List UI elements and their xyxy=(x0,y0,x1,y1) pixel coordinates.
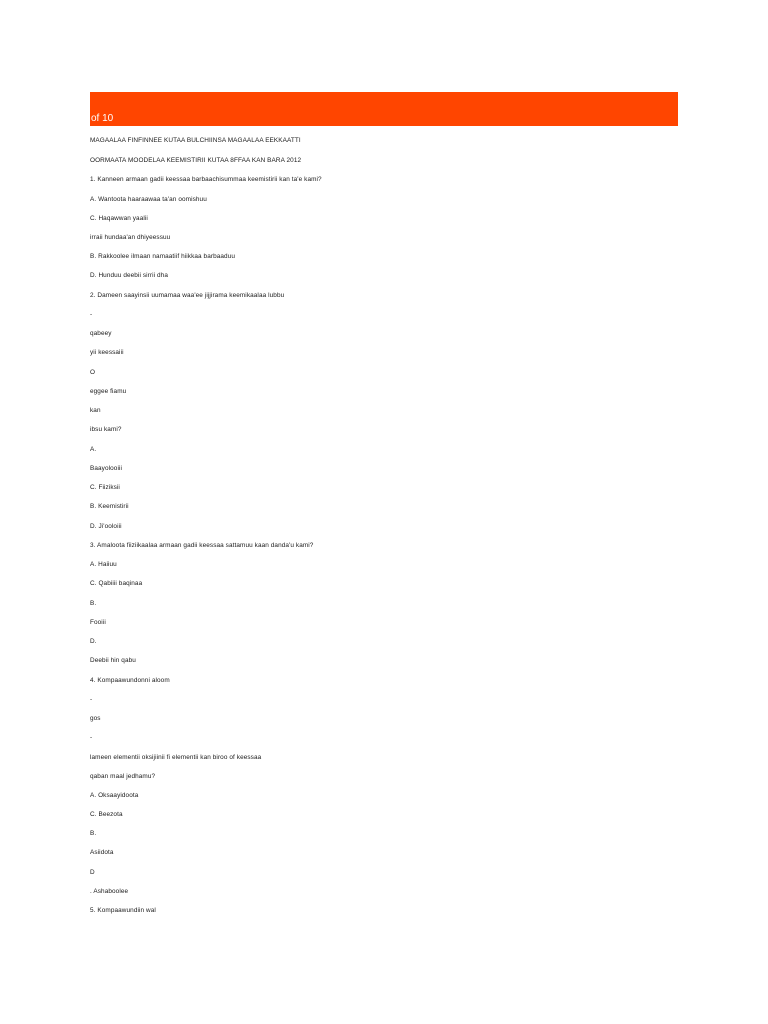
document-text-line: B. Rakkoolee ilmaan namaatiif hiikkaa barbaaduu xyxy=(90,253,236,260)
document-text-line: ibsu kami? xyxy=(90,426,122,433)
document-header-bar xyxy=(90,92,678,126)
document-text-line: D. Ji'ooloiii xyxy=(90,523,122,530)
document-text-line: A. Haiiuu xyxy=(90,561,117,568)
document-text-line: lameen elementii oksijiinii fi elementii kan biroo of keessaa xyxy=(90,754,262,761)
document-text-line: qabeey xyxy=(90,330,112,337)
document-text-line: C. Qabiiii baqinaa xyxy=(90,580,143,587)
document-text-line: 4. Kompaawundonni aloom xyxy=(90,677,170,684)
document-text-line: 2. Dameen saayinsii uumamaa waa'ee jijjirama keemikaalaa lubbu xyxy=(90,292,285,299)
document-text-line: - xyxy=(90,734,93,741)
document-text-line: C. Haqawwan yaalii xyxy=(90,215,148,222)
document-text-line: C. Beezota xyxy=(90,811,123,818)
document-text-line: B. xyxy=(90,600,97,607)
document-text-line: - xyxy=(90,696,93,703)
document-text-line: A. Oksaayidoota xyxy=(90,792,139,799)
document-text-line: D xyxy=(90,869,95,876)
document-text-line: A. Wantoota haaraawaa ta'an oomishuu xyxy=(90,196,207,203)
document-text-line: D. xyxy=(90,638,97,645)
document-text-line: B. Keemistirii xyxy=(90,503,129,510)
document-text-line: Fooiii xyxy=(90,619,106,626)
document-text-line: MAGAALAA FINFINNEE KUTAA BULCHIINSA MAGAALAA EEKKAATTI xyxy=(90,137,301,144)
document-text-line: yii keessaiii xyxy=(90,349,124,356)
document-text-line: gos xyxy=(90,715,101,722)
document-text-line: 5. Kompaawundiin wal xyxy=(90,907,156,914)
document-text-line: A. xyxy=(90,446,97,453)
document-text-line: - xyxy=(90,311,93,318)
document-text-line: Baayolooiii xyxy=(90,465,123,472)
document-text-line: qaban maal jedhamu? xyxy=(90,773,156,780)
document-text-line: OORMAATA MOODELAA KEEMISTIRII KUTAA 8FFAA KAN BARA 2012 xyxy=(90,157,302,164)
document-text-line: B. xyxy=(90,830,97,837)
document-text-line: Asiidota xyxy=(90,849,114,856)
document-text-line: 1. Kanneen armaan gadii keessaa barbaachisummaa keemistirii kan ta'e kami? xyxy=(90,176,322,183)
document-text-line: kan xyxy=(90,407,101,414)
document-text-line: 3. Amaloota fiiziikaalaa armaan gadii keessaa sattamuu kaan danda'u kami? xyxy=(90,542,314,549)
document-text-line: O xyxy=(90,369,96,376)
document-text-line: D. Hunduu deebii sirrii dha xyxy=(90,272,169,279)
page-indicator: of 10 xyxy=(91,113,114,124)
document-text-line: . Ashaboolee xyxy=(90,888,129,895)
document-text-line: eggee fiamu xyxy=(90,388,127,395)
document-text-line: C. Fiiziksii xyxy=(90,484,120,491)
document-text-line: irraii hundaa'an dhiyeessuu xyxy=(90,234,171,241)
document-text-line: Deebii hin qabu xyxy=(90,657,136,664)
